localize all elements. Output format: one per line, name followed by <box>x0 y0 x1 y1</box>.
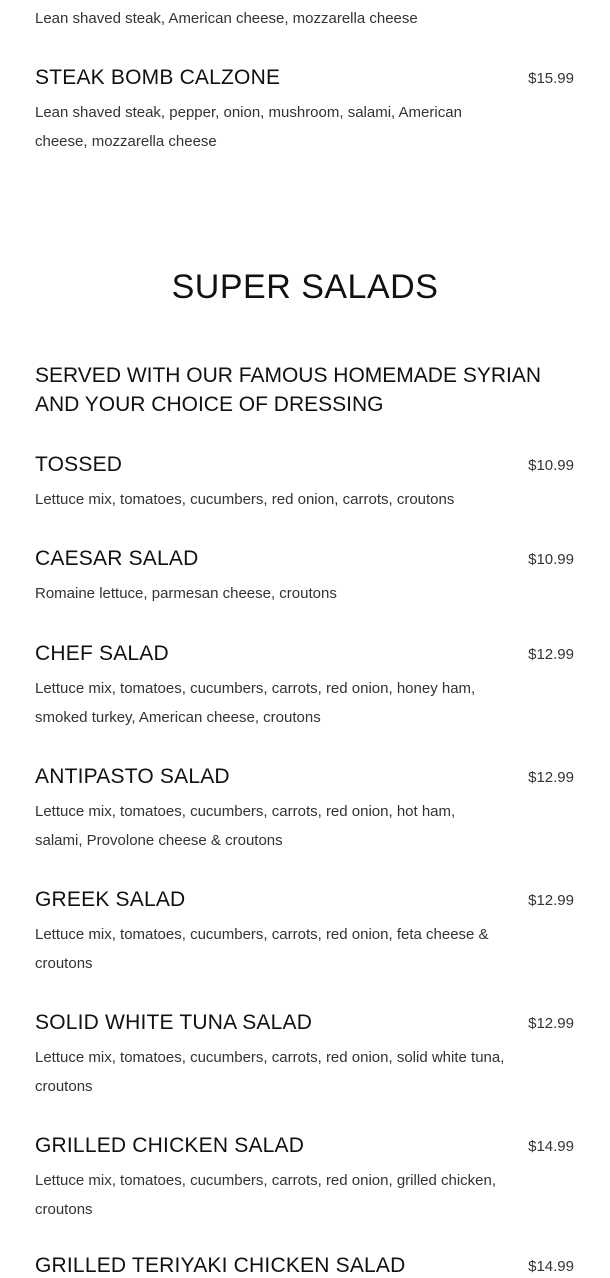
menu-item-description: Romaine lettuce, parmesan cheese, croutons <box>35 585 337 602</box>
menu-item-price: $12.99 <box>528 646 574 663</box>
menu-item-title: STEAK BOMB CALZONE <box>35 66 281 89</box>
menu-item-title: SOLID WHITE TUNA SALAD <box>35 1011 313 1034</box>
menu-item-price: $14.99 <box>528 1138 574 1155</box>
menu-item-description: Lettuce mix, tomatoes, cucumbers, carrots, red onion, honey ham, smoked turkey, American cheese, croutons <box>35 680 476 726</box>
menu-item-price: $12.99 <box>528 1015 574 1032</box>
section-title: SUPER SALADS <box>171 268 439 306</box>
menu-item-title: CHEF SALAD <box>35 642 169 665</box>
menu-item-description: Lettuce mix, tomatoes, cucumbers, red onion, carrots, croutons <box>35 491 455 508</box>
menu-item-title: GREEK SALAD <box>35 888 186 911</box>
menu-item-description: Lettuce mix, tomatoes, cucumbers, carrots, red onion, grilled chicken, croutons <box>35 1172 497 1218</box>
menu-item-price: $10.99 <box>528 551 574 568</box>
menu-item-price: $14.99 <box>528 1258 574 1275</box>
menu-item-title: CAESAR SALAD <box>35 547 199 570</box>
menu-item-price: $15.99 <box>528 70 574 87</box>
menu-item-price: $12.99 <box>528 892 574 909</box>
menu-item-price: $12.99 <box>528 769 574 786</box>
menu-item-description: Lettuce mix, tomatoes, cucumbers, carrots, red onion, solid white tuna, croutons <box>35 1049 505 1095</box>
menu-item-title: TOSSED <box>35 453 123 476</box>
section-subtitle: SERVED WITH OUR FAMOUS HOMEMADE SYRIAN AND YOUR CHOICE OF DRESSING <box>35 364 541 416</box>
menu-item-description: Lean shaved steak, American cheese, mozzarella cheese <box>35 10 418 27</box>
menu-item-title: ANTIPASTO SALAD <box>35 765 230 788</box>
menu-item-description: Lettuce mix, tomatoes, cucumbers, carrots, red onion, hot ham, salami, Provolone cheese & croutons <box>35 803 456 849</box>
menu-item-price: $10.99 <box>528 457 574 474</box>
menu-item-title: GRILLED TERIYAKI CHICKEN SALAD <box>35 1254 406 1277</box>
menu-item-description: Lettuce mix, tomatoes, cucumbers, carrots, red onion, feta cheese & croutons <box>35 926 489 972</box>
menu-item-title: GRILLED CHICKEN SALAD <box>35 1134 305 1157</box>
menu-item-description: Lean shaved steak, pepper, onion, mushroom, salami, American cheese, mozzarella cheese <box>35 104 462 150</box>
